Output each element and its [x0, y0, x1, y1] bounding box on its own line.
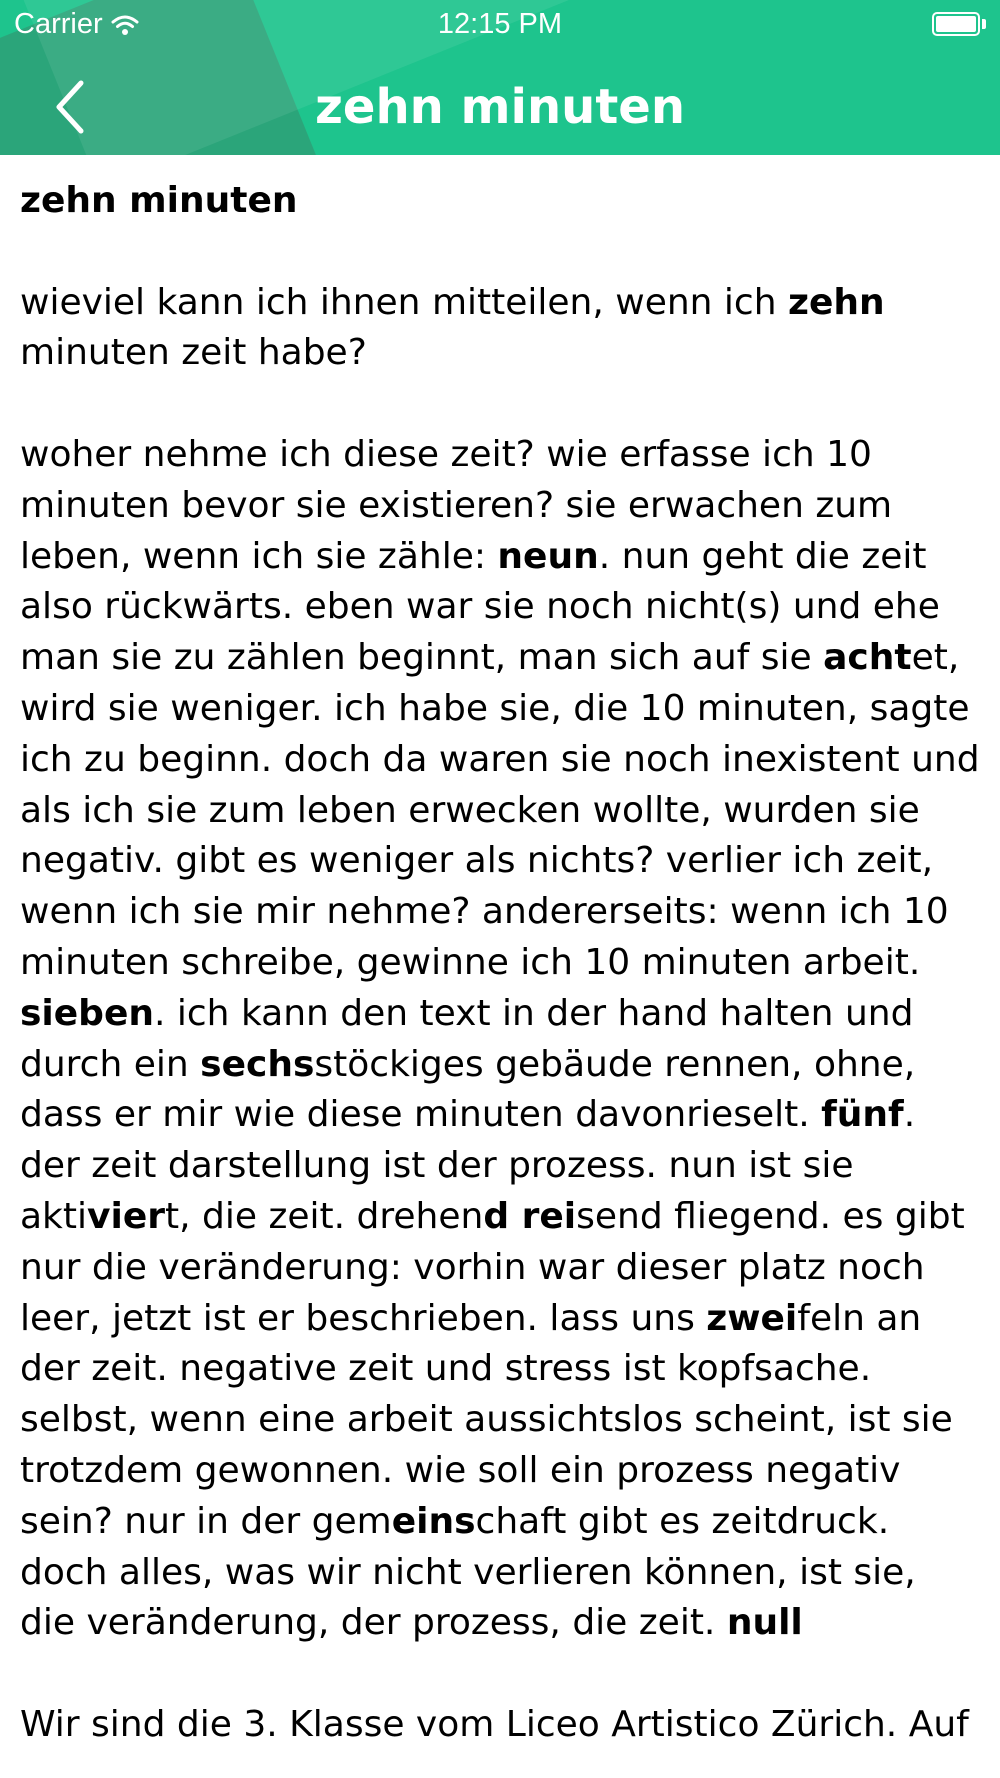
- text-run: . der zeit darstellung ist der prozess. nun ist sie akti: [20, 1094, 916, 1237]
- bold-number-word: eins: [391, 1500, 476, 1542]
- text-run: feln an der zeit. negative zeit und stress ist kopfsache. selbst, wenn eine arbeit aussichtslos scheint, ist sie trotzdem gewonnen. wie soll ein prozess negativ sein? nur in der gem: [20, 1297, 953, 1542]
- bold-number-word: vier: [87, 1195, 166, 1237]
- text-run: woher nehme ich diese zeit? wie erfasse ich 10 minuten bevor sie existieren? sie erwachen zum leben, wenn ich sie zähle:: [20, 433, 893, 577]
- bold-number-word: sieben: [20, 992, 154, 1034]
- paragraph-1: [20, 278, 980, 380]
- bold-number-word: zwei: [706, 1297, 798, 1339]
- bold-number-word: zehn: [787, 281, 885, 323]
- bold-number-word: null: [726, 1602, 803, 1644]
- text-run: stöckiges gebäude rennen, ohne, dass er mir wie diese minuten davonrieselt.: [20, 1043, 916, 1136]
- navbar-title: zehn minuten: [314, 79, 686, 135]
- bold-number-word: sechs: [200, 1043, 315, 1085]
- text-run: . nun geht die zeit also rückwärts. eben war sie noch nicht(s) und ehe man sie zu zählen beginnt, man sich auf sie: [20, 535, 940, 679]
- text-run: chaft gibt es zeitdruck. doch alles, was wir nicht verlieren können, ist sie, die veränderung, der prozess, die zeit.: [20, 1500, 916, 1644]
- text-run: send fliegend. es gibt nur die veränderung: vorhin war dieser platz noch leer, jetzt ist er beschrieben. lass uns: [20, 1195, 965, 1339]
- status-bar: [0, 0, 1000, 50]
- text-run: wieviel kann ich ihnen mitteilen, wenn ich: [20, 281, 788, 323]
- status-time: 12:15 PM: [437, 8, 563, 40]
- text-run: t, die zeit. drehen: [165, 1195, 484, 1237]
- battery-icon: [932, 12, 986, 36]
- article-body: [20, 155, 980, 1751]
- paragraph-2: [20, 430, 980, 1649]
- bold-number-word: d rei: [483, 1195, 577, 1237]
- text-run: et, wird sie weniger. ich habe sie, die 10 minuten, sagte ich zu beginn. doch da waren sie noch inexistent und als ich sie zum leben erwecken wollte, wurden sie negativ. gibt es weniger als nichts? verlier ich zeit, wenn ich sie mir nehme? andererseits: wenn ich 10 minuten schreibe, gewinne ich 10 minuten arbeit.: [20, 637, 980, 983]
- paragraph-3: [20, 1700, 980, 1751]
- back-button[interactable]: [40, 72, 100, 142]
- carrier-label: Carrier: [14, 8, 103, 40]
- article-heading: zehn minuten: [20, 180, 298, 221]
- text-run: Wir sind die 3. Klasse vom Liceo Artistico Zürich. Auf: [20, 1703, 969, 1745]
- bold-number-word: neun: [497, 535, 599, 577]
- bold-number-word: fünf: [821, 1094, 904, 1136]
- text-run: minuten zeit habe?: [20, 332, 367, 374]
- bold-number-word: acht: [823, 637, 912, 679]
- chevron-left-icon: [53, 79, 87, 135]
- text-run: . ich kann den text in der hand halten und durch ein: [20, 992, 914, 1085]
